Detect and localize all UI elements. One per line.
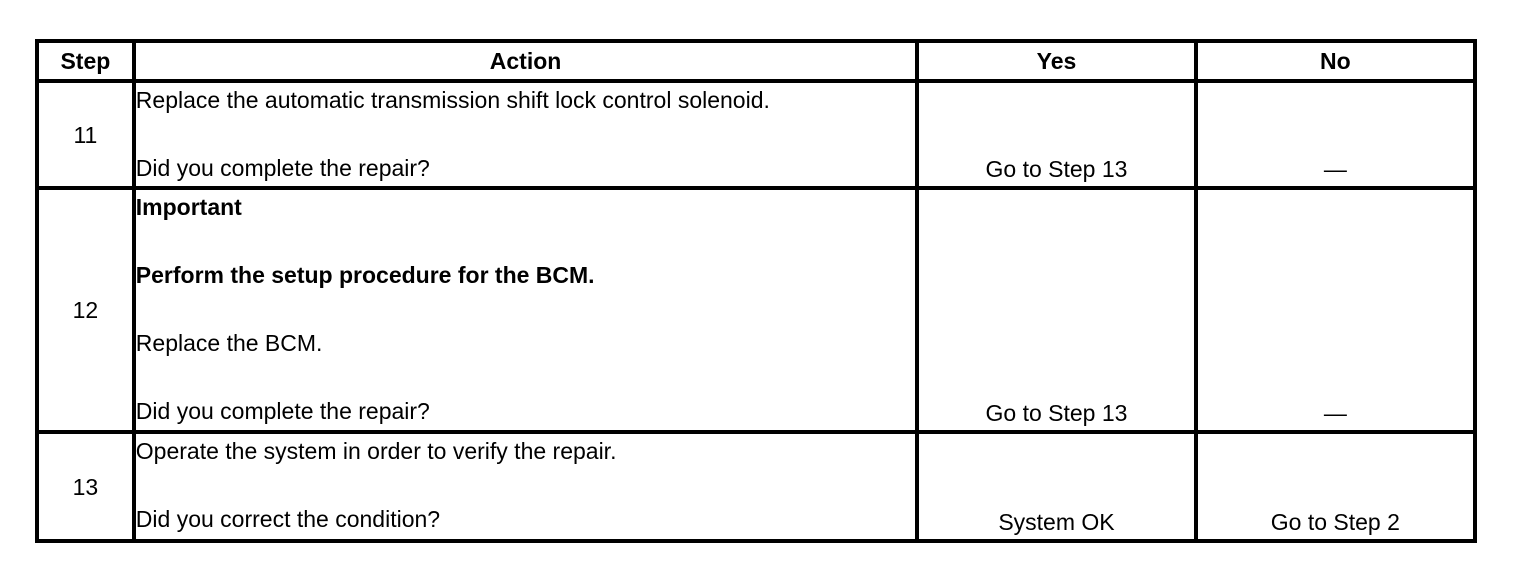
yes-cell: [917, 432, 1195, 541]
action-instruction: Operate the system in order to verify the repair.: [135, 438, 617, 464]
no-cell: [1196, 81, 1475, 188]
action-question: Did you complete the repair?: [135, 155, 430, 181]
table-row: [37, 432, 1475, 541]
action-cell: [134, 81, 918, 188]
table-row: [37, 188, 1475, 432]
action-instruction: Replace the automatic transmission shift lock control solenoid.: [135, 87, 770, 113]
step-number: 13: [37, 432, 134, 541]
header-step: Step: [37, 41, 134, 81]
table-header-row: [37, 41, 1475, 81]
step-number: 11: [37, 81, 134, 188]
diagnostic-table: [35, 39, 1477, 543]
action-question: Did you correct the condition?: [135, 506, 441, 532]
action-question: Did you complete the repair?: [135, 398, 430, 424]
important-note: Perform the setup procedure for the BCM.: [135, 262, 595, 288]
yes-cell: [917, 188, 1195, 432]
important-heading: Important: [135, 194, 242, 220]
table-row: [37, 81, 1475, 188]
header-yes: Yes: [917, 41, 1195, 81]
yes-result: Go to Step 13: [985, 400, 1128, 426]
yes-result: Go to Step 13: [985, 156, 1128, 182]
action-cell: [134, 188, 918, 432]
step-number: 12: [37, 188, 134, 432]
no-cell: [1196, 188, 1475, 432]
yes-cell: [917, 81, 1195, 188]
no-result: —: [1323, 156, 1347, 182]
no-result: Go to Step 2: [1270, 509, 1400, 535]
no-cell: [1196, 432, 1475, 541]
header-action: Action: [134, 41, 918, 81]
yes-result: System OK: [998, 509, 1115, 535]
action-cell: [134, 432, 918, 541]
header-no: No: [1196, 41, 1475, 81]
diagnostic-table-container: [35, 39, 1477, 543]
action-instruction: Replace the BCM.: [135, 330, 323, 356]
no-result: —: [1323, 400, 1347, 426]
